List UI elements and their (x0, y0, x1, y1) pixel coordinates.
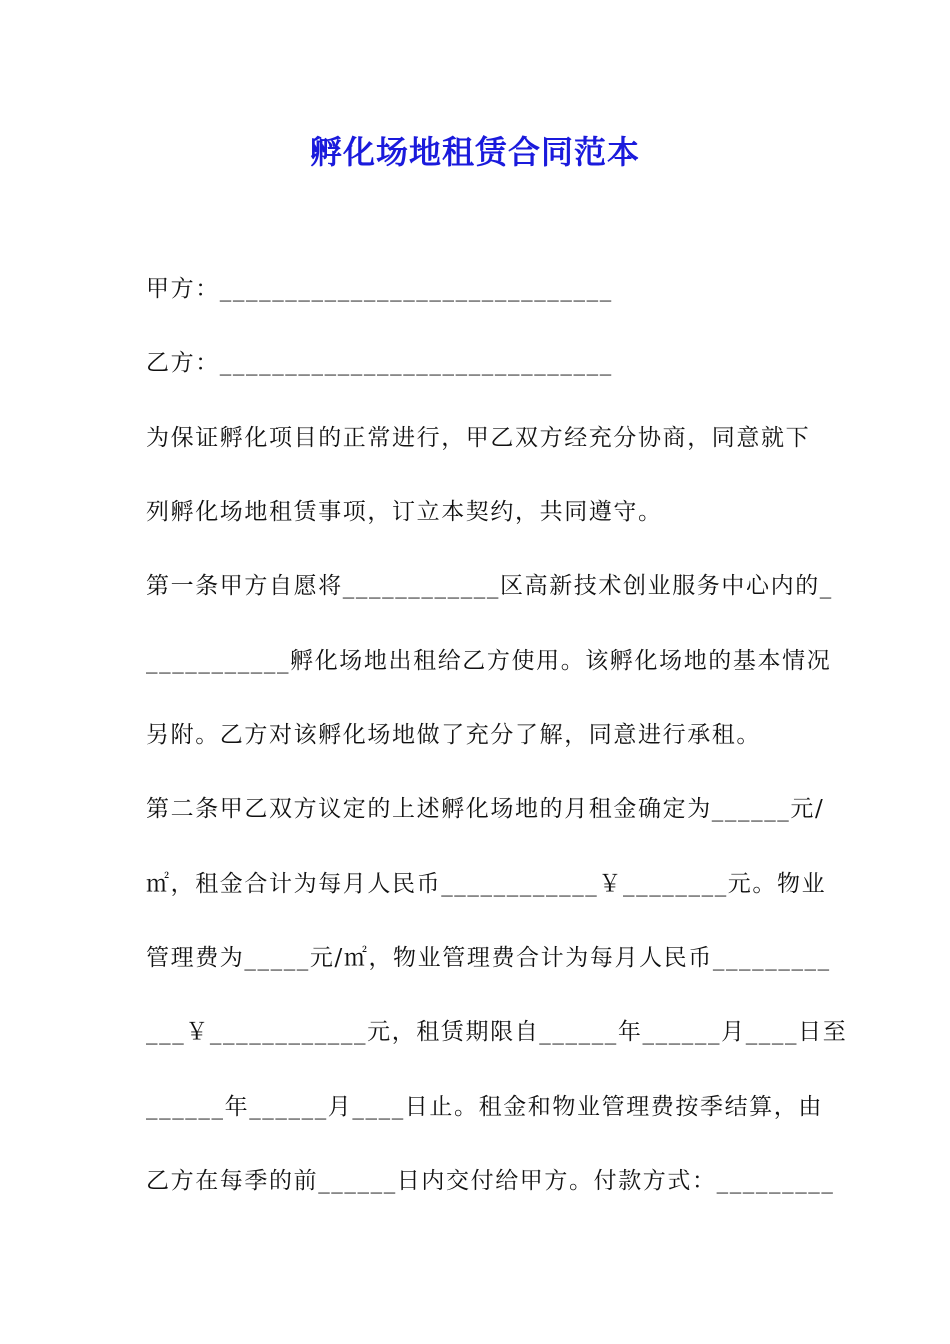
body-line: 列孵化场地租赁事项，订立本契约，共同遵守。 (146, 499, 663, 525)
article-2-line: 乙方在每季的前______日内交付给甲方。付款方式：_________ (146, 1168, 835, 1194)
party-a-line: 甲方：______________________________ (146, 276, 613, 302)
article-2-line: ㎡，租金合计为每月人民币____________￥________元。物业 (146, 871, 827, 897)
party-b-line: 乙方：______________________________ (146, 350, 613, 376)
article-2-line: 管理费为_____元/㎡，物业管理费合计为每月人民币_________ (146, 945, 831, 971)
document-title: 孵化场地租赁合同范本 (309, 133, 640, 171)
article-1-line: 第一条甲方自愿将____________区高新技术创业服务中心内的_ (146, 573, 833, 599)
article-1-line: ___________孵化场地出租给乙方使用。该孵化场地的基本情况 (146, 648, 832, 674)
body-line: 为保证孵化项目的正常进行，甲乙双方经充分协商，同意就下 (146, 425, 811, 451)
article-2-line: ___￥____________元，租赁期限自______年______月____日至 (146, 1019, 848, 1045)
article-2-line: ______年______月____日止。租金和物业管理费按季结算，由 (146, 1094, 823, 1120)
article-2-line: 第二条甲乙双方议定的上述孵化场地的月租金确定为______元/ (146, 796, 825, 822)
article-1-line: 另附。乙方对该孵化场地做了充分了解，同意进行承租。 (146, 722, 761, 748)
